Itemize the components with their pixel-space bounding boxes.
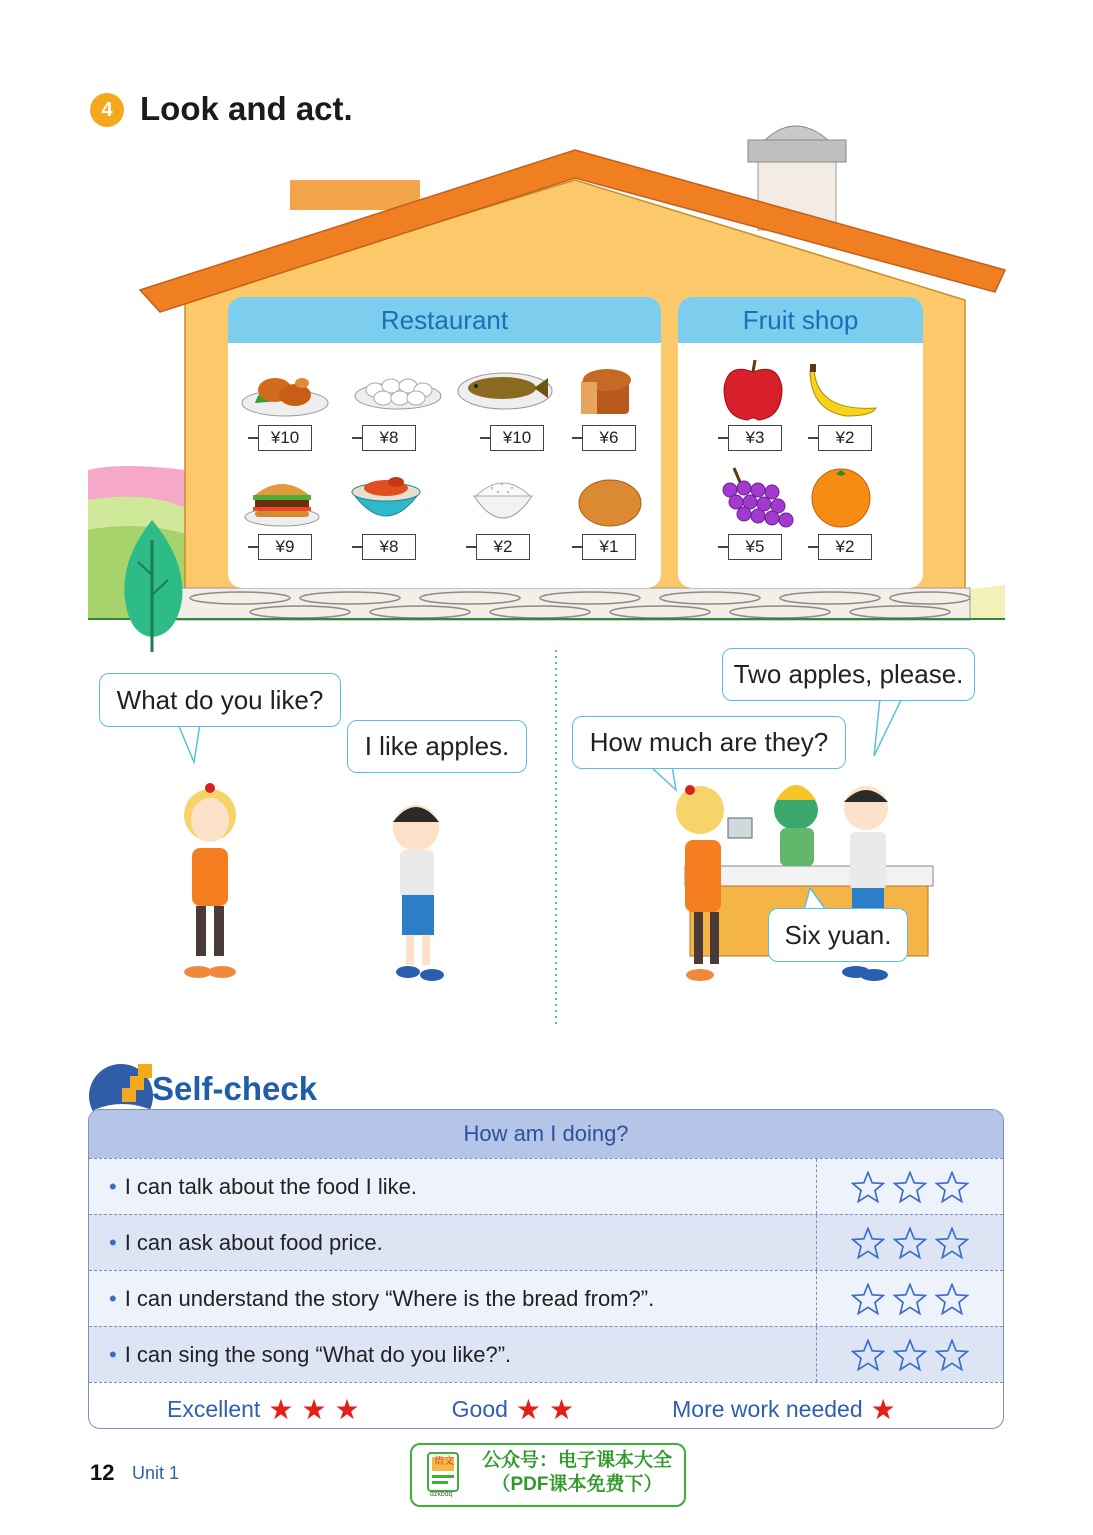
table-row (89, 1270, 1003, 1326)
star-rating[interactable] (816, 1271, 1003, 1326)
price-tag: ¥10 (258, 425, 312, 451)
grapes-icon (716, 466, 796, 532)
watermark-small-text: dzkbdq (430, 1491, 453, 1498)
banana-icon (806, 362, 880, 420)
hamburger-icon (243, 473, 321, 528)
self-check-title: Self-check (152, 1070, 318, 1107)
star-outline-icon[interactable] (935, 1171, 969, 1203)
egg-icon (578, 478, 642, 528)
unit-label: Unit 1 (132, 1463, 180, 1483)
bullet-icon: • (109, 1229, 117, 1255)
speech-bubble-i-like-apples: I like apples. (347, 720, 527, 773)
price-tag: ¥8 (362, 534, 416, 560)
table-row (89, 1214, 1003, 1270)
red-star-icon: ★ (301, 1393, 327, 1425)
speech-bubble-how-much: How much are they? (572, 716, 846, 769)
legend-more-label: More work needed (672, 1396, 863, 1422)
star-outline-icon[interactable] (851, 1171, 885, 1203)
legend-excellent (167, 1393, 360, 1425)
star-rating[interactable] (816, 1159, 1003, 1214)
red-star-icon: ★ (334, 1393, 360, 1425)
star-outline-icon[interactable] (851, 1227, 885, 1259)
bullet-icon: • (109, 1285, 117, 1311)
row-text (89, 1271, 816, 1326)
fruit-shop-title: Fruit shop (678, 297, 923, 343)
rating-legend (89, 1382, 1003, 1429)
page-number: 12 (90, 1460, 115, 1485)
star-outline-icon[interactable] (935, 1339, 969, 1371)
star-outline-icon[interactable] (851, 1339, 885, 1371)
row-text (89, 1327, 816, 1382)
price-tag: ¥1 (582, 534, 636, 560)
self-check-header: How am I doing? (89, 1110, 1003, 1158)
speech-bubble-six-yuan: Six yuan. (768, 908, 908, 962)
legend-good (451, 1393, 575, 1425)
star-outline-icon[interactable] (851, 1283, 885, 1315)
watermark-badge (410, 1443, 686, 1507)
bread-icon (577, 366, 635, 416)
table-row (89, 1158, 1003, 1214)
star-rating[interactable] (816, 1215, 1003, 1270)
watermark-line-2: （PDF课本免费下） (491, 1474, 663, 1495)
section-number-badge: 4 (90, 93, 124, 127)
red-star-icon: ★ (870, 1393, 896, 1425)
legend-good-label: Good (451, 1396, 508, 1422)
dumplings-icon (353, 372, 443, 412)
watermark-book-label: 语文 (434, 1456, 454, 1467)
speech-bubble-what-do-you-like: What do you like? (99, 673, 341, 727)
star-rating[interactable] (816, 1327, 1003, 1382)
self-check-table (88, 1109, 1004, 1429)
fruit-shop-panel (678, 297, 923, 588)
rice-icon (470, 474, 536, 532)
price-tag: ¥6 (582, 425, 636, 451)
watermark-line-1: 公众号：电子课本大全 (481, 1450, 672, 1471)
star-outline-icon[interactable] (935, 1283, 969, 1315)
legend-excellent-label: Excellent (167, 1396, 261, 1422)
price-tag: ¥9 (258, 534, 312, 560)
red-star-icon: ★ (268, 1393, 294, 1425)
price-tag: ¥2 (818, 534, 872, 560)
price-tag: ¥8 (362, 425, 416, 451)
star-outline-icon[interactable] (893, 1171, 927, 1203)
speech-bubble-two-apples: Two apples, please. (722, 648, 975, 701)
orange-icon (808, 464, 874, 528)
roast-chicken-icon (240, 365, 330, 420)
price-tag: ¥10 (490, 425, 544, 451)
bullet-icon: • (109, 1341, 117, 1367)
apple-icon (718, 358, 788, 424)
row-text (89, 1215, 816, 1270)
star-outline-icon[interactable] (935, 1227, 969, 1259)
row-label: I can ask about food price. (124, 1229, 383, 1255)
noodles-icon (348, 470, 424, 532)
row-label: I can understand the story “Where is the bread from?”. (124, 1285, 655, 1311)
row-label: I can talk about the food I like. (124, 1173, 417, 1199)
price-tag: ¥3 (728, 425, 782, 451)
star-outline-icon[interactable] (893, 1339, 927, 1371)
red-star-icon: ★ (515, 1393, 542, 1425)
red-star-icon: ★ (549, 1393, 575, 1425)
star-outline-icon[interactable] (893, 1227, 927, 1259)
fish-icon (456, 366, 554, 412)
price-tag: ¥2 (818, 425, 872, 451)
restaurant-title: Restaurant (228, 297, 661, 343)
legend-more-work (672, 1393, 896, 1425)
watermark-text (472, 1449, 682, 1497)
row-text (89, 1159, 816, 1214)
star-outline-icon[interactable] (893, 1283, 927, 1315)
price-tag: ¥2 (476, 534, 530, 560)
price-tag: ¥5 (728, 534, 782, 560)
row-label: I can sing the song “What do you like?”. (124, 1341, 512, 1367)
section-title: Look and act. (140, 90, 353, 127)
bullet-icon: • (109, 1173, 117, 1199)
table-row (89, 1326, 1003, 1382)
